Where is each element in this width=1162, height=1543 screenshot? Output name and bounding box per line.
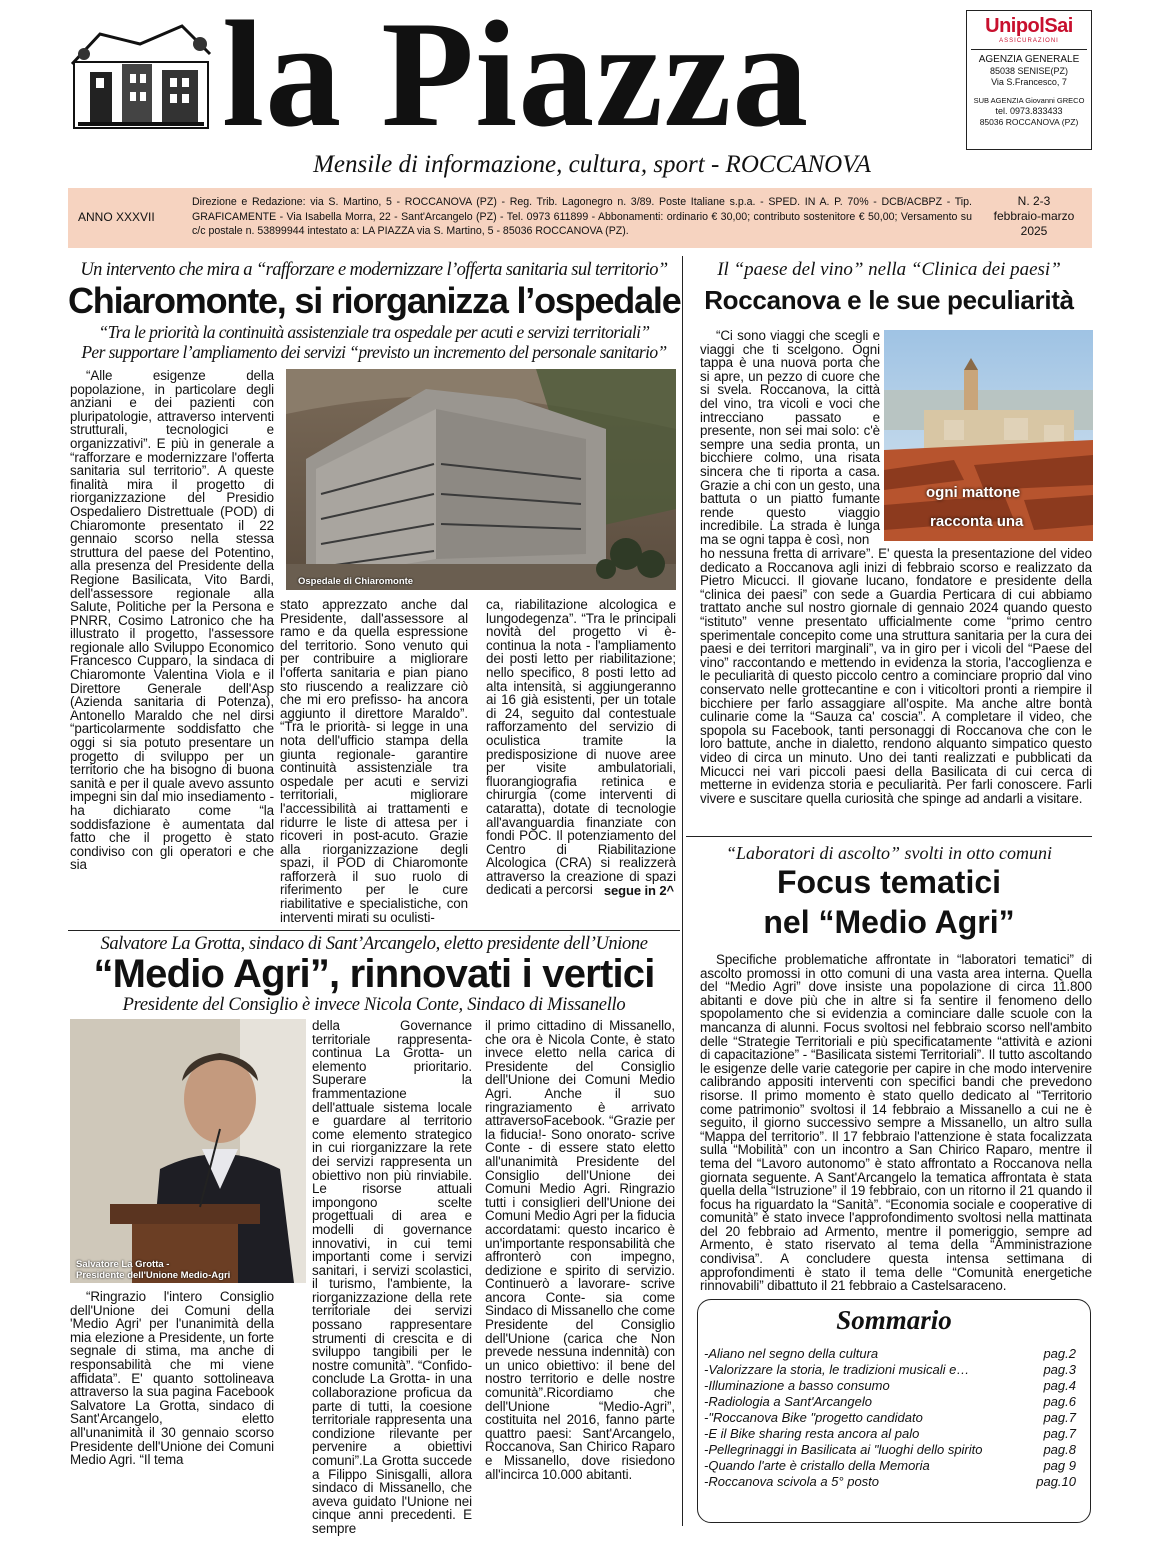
roccanova-photo-text1: ogni mattone [926, 484, 1021, 501]
article1-col2 [280, 598, 468, 924]
article1-headline: Chiaromonte, si riorganizza l’ospedale [68, 280, 681, 321]
article4-headline: “Medio Agri”, rinnovati i vertici [93, 952, 655, 996]
article1-deck1: “Tra le priorità la continuità assistenziale tra ospedale per acuti e servizi territoriali” [98, 322, 650, 342]
article3-body [700, 953, 1092, 1293]
sponsor-line5: tel. 0973.833433 [995, 106, 1063, 116]
column-divider-main [682, 256, 683, 1526]
sommario-item[interactable]: -Roccanova scivola a 5° posto pag.10 [704, 1474, 1076, 1489]
article4-col3-text: il primo cittadino di Missanello, che ora è Nicola Conte, è stato invece eletto nella carica di Presidente del Consiglio dell'Unione dei Comuni Medio Agri. Anche il suo ringraziamento è arrivato attraversoFacebook. “Grazie per la fiducia!- Sono onorato- scrive Conte - di essere stato eletto all'unanimità Presidente del Consiglio dell'Unione dei Comuni Medio Agri. Ringrazio tutti i consiglieri dell'Unione dei Comuni Medio Agri per la fiducia accordatami: questo incarico è un'importante responsabilità che affronterò con impegno, dedizione e spirito di servizio. Continuerò a lavorare- scrive ancora Conte- sia come Sindaco di Missanello che come Presidente del Consiglio dell'Unione (carica che Non prevede nessuna indennità) con un unico obiettivo: il bene del nostro territorio e delle nostre comunità”.Ricordiamo che dell'Unione “Medio-Agri”, costituita nel 2016, fanno parte quattro paesi: Sant'Arcangelo, Roccanova, San Chirico Raparo e Missanello, dove risiedono all'incirca 10.000 abitanti. [485, 1018, 675, 1482]
info-bar-text: Direzione e Redazione: via S. Martino, 5 - ROCCANOVA (PZ) - Reg. Trib. Lagonegro n. 3/89. Poste Italiane s.p.a. - SPED. IN A. P. 70% - DCB/ACBPZ - Tip. GRAFICAMENTE - Via Isabella Morra, 22 - Sant'Arcangelo (PZ) - Tel. 0973 611899 - Abbonamenti: ordinario € 30,00; contributo sostenitore € 50,00; Versamento su c/c postale n. 53899944 intestato a: LA PIAZZA via S. Martino, 5 - 85036 ROCCANOVA (PZ). [192, 196, 972, 237]
article3-headline2: nel “Medio Agri” [763, 904, 1015, 940]
issue-months: febbraio-marzo [993, 209, 1075, 223]
article3-body-text: Specifiche problematiche affrontate in “laboratori tematici” di ascolto promossi in otto comuni di una vasta area interna. Quella del “Medio Agri” dove insiste una popolazione di circa 11.800 abitanti e dove più che in altre si fa sentire il fenomeno dello spopolamento che si evidenzia a cominciare dalle scuole con la mancanza di alunni. Focus svoltosi nel febbraio scorso nell'ambito delle “Strategie Territoriali e più specificatamente “attività e azioni di capacitazione” - “Basilicata sistemi Territoriali”. Il tutto ascoltando le esigenze delle varie categorie per capire in che modo intervenire calibrando appositi interventi con specifici bandi che prevedono risorse. Il primo momento è stato quello dedicato al “Territorio come patrimonio” svoltosi il 14 febbraio a Missanello a cui ne è seguito, il giorno successivo sempre a Missanello, un altro sulla “Mappa del territorio”. Il 17 febbraio l'attenzione è stata focalizzata sulla “Mobilità” con un incontro a San Chirico Raparo, mentre il tema del “Lavoro autonomo” è stato affrontato a Roccanova nella giornata seguente. A Sant'Arcangelo la tematica affrontata è stata quella della “Istruzione” il 19 febbraio, con un ritorno il 21 quando il focus ha riguardato la “Sanità”. “Economia sociale e cooperative di comunità” è stato invece l'approfondimento svoltosi nella mattinata del 20 febbraio ad Armento, mentre il pomeriggio, sempre ad Armento, è stato riservato al tema della “Amministrazione condivisa”. A concludere questa intensa settimana di approfondimenti è stato il tema delle “Comunità energetiche rinnovabili” dibattuto il 21 febbraio a Castelsaraceno. [700, 952, 1092, 1294]
article4-kicker: Salvatore La Grotta, sindaco di Sant’Arcangelo, eletto presidente dell’Unione [100, 934, 648, 954]
sommario-item[interactable]: -Pellegrinaggi in Basilicata ai "luoghi dello spirito pag.8 [704, 1442, 1076, 1457]
sponsor-line2: 85038 SENISE(PZ) [989, 66, 1069, 76]
sommario-item[interactable]: -Aliano nel segno della cultura pag.2 [704, 1346, 1076, 1361]
article3-headline1: Focus tematici [776, 864, 1002, 900]
article1-col1-text: “Alle esigenze della popolazione, in particolare degli anziani e dei pazienti con pluripatologie, attraverso interventi strutturali, tecnologici e organizzativi”. E più in generale a “rafforzare e modernizzare l'offerta sanitaria sul territorio”. A queste finalità mira il progetto di riorganizzazione del Presidio Ospedaliero Distrettuale (POD) di Chiaromonte presentato il 22 gennaio scorso nella stessa struttura del paese del Potentino, alla presenza del Presidente della Regione Basilicata, Vito Bardi, dell'assessore regionale alla Salute, Politiche per la Persona e PNRR, Cosimo Latronico che ha illustrato il progetto, l'assessore regionale allo Sviluppo Economico Francesco Cupparo, la sindaca di Chiaromonte Valentina Viola e il Direttore Generale dell'Asp (Azienda sanitaria di Potenza), Antonello Maraldo che nel dirsi “particolarmente soddisfatto che oggi si sia potuto presentare un progetto di sviluppo per un territorio che ha bisogno di buona sanità e per il quale avevo assunto impegni sin dal mio insediamento - ha dichiarato come “la soddisfazione è aumentata dal fatto che il progetto è stato condiviso con gli operatori e che sia [70, 368, 274, 873]
section-divider-left [68, 930, 680, 931]
info-bar-year: ANNO XXXVII [78, 210, 155, 224]
article1-col3 [486, 598, 676, 897]
sponsor-line1: AGENZIA GENERALE [978, 54, 1080, 65]
sponsor-brand: UnipolSai [985, 15, 1073, 37]
sommario-item[interactable]: -Valorizzare la storia, le tradizioni musicali e… pag.3 [704, 1362, 1076, 1377]
sponsor-line6: 85036 ROCCANOVA (PZ) [979, 117, 1079, 127]
issue-number: N. 2-3 [1017, 194, 1051, 208]
article1-kicker: Un intervento che mira a “rafforzare e modernizzare l’offerta sanitaria sul territorio” [80, 260, 668, 280]
sommario-item[interactable]: -"Roccanova Bike "progetto candidato pag.7 [704, 1410, 1076, 1425]
sponsor-box [966, 10, 1092, 150]
article1-col1 [70, 369, 274, 872]
article2-col-top-text: “Ci sono viaggi che scegli e viaggi che ti scelgono. Ogni tappa è una nuova porta che si apre, un pezzo di cuore che si svela. Roccanova, la città del vino, tra vicoli e voci che intrecciano passato e presente, non sei mai solo: c'è sempre una sedia pronta, un bicchiere colmo, una risata sincera che ti riporta a casa. Grazie a chi con un gesto, una battuta o un piatto fumante rende questo viaggio incredibile. La strada è lunga ma se ogni tappa è così, non [700, 328, 880, 547]
masthead-title: la Piazza [222, 0, 810, 158]
article4-col1 [70, 1290, 274, 1467]
article4-deck: Presidente del Consiglio è invece Nicola Conte, Sindaco di Missanello [122, 995, 626, 1015]
hospital-photo-caption: Ospedale di Chiaromonte [298, 576, 414, 587]
article2-col-top [700, 329, 880, 547]
article2-kicker: Il “paese del vino” nella “Clinica dei paesi” [717, 259, 1061, 280]
article1-continues: segue in 2^ [600, 884, 674, 898]
sommario-item[interactable]: -Illuminazione a basso consumo pag.4 [704, 1378, 1076, 1393]
article2-col-full-text: ho nessuna fretta di arrivare”. E' questa la presentazione del video dedicato a Roccanova agli inizi di febbraio scorso e realizzato da Pietro Micucci. Il giovane lucano, fondatore e presidente della “clinica dei paesi” con sede a Guardia Perticara di cui abbiamo trattato anche sul nostro giornale di gennaio 2024 quando questo “istituto” venne presentato ufficialmente come “primo centro sperimentale concepito come una struttura sanitaria per la cura dei paesi e dei territori marginali”, va in giro per i vicoli del “Paese del vino” raccontando e mettendo in evidenza la storia, l'accoglienza e le peculiarità di questo piccolo centro a cominciare proprio dal vino conservato nelle grottecantine e con i viticoltori pronti a riempire il bicchiere per farlo assaggiare all'ospite. Ma anche altre bontà culinarie come la “Sauza ca' coscia”. A completare il video, che spopola su Facebook, tanti personaggi di Roccanova che con le loro battute, anche in dialetto, rendono alquanto simpatico questo video di circa un minuto. Uno dei tanti realizzati e pubblicati da Micucci nei vari piccoli paesi della Basilicata di cui cerca di metterne in evidenza storia e peculiarità. Per farli conoscere. Farli vivere e suscitare quella curiosità che spinge ad andarli a visitare. [700, 546, 1092, 806]
sommario-title: Sommario [836, 1305, 952, 1335]
sommario-item[interactable]: -Quando l'arte è cristallo della Memoria pag 9 [704, 1458, 1076, 1473]
article4-col1-text: “Ringrazio l'intero Consiglio dell'Unione dei Comuni della 'Medio Agri' per l'unanimità della mia elezione a Presidente, un forte segnale di stima, ma anche di responsabilità che mi viene affidata”. E' quanto sottolineava attraverso la sua pagina Facebook Salvatore La Grotta, sindaco di Sant'Arcangelo, eletto all'unanimità il 30 gennaio scorso Presidente dell'Unione dei Comuni Medio Agri. “Il tema [70, 1289, 274, 1468]
article3-kicker: “Laboratori di ascolto” svolti in otto comuni [725, 843, 1053, 863]
article2-headline: Roccanova e le sue peculiarità [704, 285, 1074, 315]
article1-deck2: Per supportare l’ampliamento dei servizi “previsto un incremento del personale sanitario” [81, 342, 667, 362]
masthead-logo-image [70, 14, 212, 132]
article4-col2 [312, 1019, 472, 1536]
sommario-item[interactable]: -E il Bike sharing resta ancora al palo pag.7 [704, 1426, 1076, 1441]
sommario-list [698, 1338, 1090, 1490]
article4-col2-text: della Governance territoriale rappresenta- continua La Grotta- un elemento prioritario. Superare la frammentazione dell'attuale sistema locale e guardare al territorio come elemento strategico in cui riorganizzare la rete dei servizi rappresenta un obiettivo non più rinviabile. Le risorse attuali impongono scelte progettuali di area e modelli di governance innovativi, in cui temi importanti come i servizi sanitari, i servizi scolastici, il turismo, l'ambiente, la riorganizzazione della rete territoriale dei servizi possano rappresentare strumenti di crescita e di sviluppo tangibili per le nostre comunità”. “Confido- conclude La Grotta- in una collaborazione proficua da parte di tutti, la coesione territoriale rappresenta una condizione rilevante per pervenire a obiettivi comuni”.La Grotta succede a Filippo Sinisgalli, allora sindaco di Missanello, che aveva guidato l'Unione nei cinque anni precedenti. E sempre [312, 1018, 472, 1536]
sponsor-brand-sub: ASSICURAZIONI [971, 37, 1087, 50]
president-photo-caption1: Salvatore La Grotta - [76, 1259, 170, 1270]
sponsor-line3: Via S.Francesco, 7 [991, 77, 1067, 87]
info-bar [68, 188, 1092, 248]
sponsor-line4: SUB AGENZIA Giovanni GRECO [973, 96, 1085, 105]
roccanova-photo [884, 330, 1093, 541]
masthead-subtitle: Mensile di informazione, cultura, sport - ROCCANOVA [313, 151, 871, 178]
issue-year: 2025 [1020, 224, 1048, 238]
president-photo-caption2: Presidente dell'Unione Medio-Agri [76, 1270, 231, 1281]
sommario-box [697, 1299, 1091, 1523]
article4-col3 [485, 1019, 675, 1481]
president-photo [70, 1019, 306, 1283]
article1-col2-text: stato apprezzato anche dal Presidente, dall'assessore al ramo e da quella espressione del territorio. Sono venuto qui per contribuire a migliorare l'offerta sanitaria e pian piano sto riuscendo a realizzare ciò che mi ero prefisso- ha ancora aggiunto il direttore Maraldo”. “Tra le priorità- si legge in una nota dell'ufficio stampa della giunta regionale- garantire continuità assistenziale tra ospedale per acuti e servizi territoriali, migliorare l'accessibilità ai trattamenti e ridurre le liste di attesa per i ricoveri in post-acuto. Grazie alla riorganizzazione degli spazi, il POD di Chiaromonte rafforzerà il suo ruolo di riferimento per le cure riabilitative e specialistiche, con interventi mirati su oculisti- [280, 597, 468, 925]
roccanova-photo-text2: racconta una [930, 513, 1024, 530]
section-divider-right [686, 836, 1092, 837]
sommario-item[interactable]: -Radiologia a Sant'Arcangelo pag.6 [704, 1394, 1076, 1409]
article2-col-full [700, 547, 1092, 805]
hospital-photo [286, 369, 676, 590]
article1-col3-text: ca, riabilitazione alcologica e lungodegenza”. “Tra le principali novità del progetto vi è- continua la nota - l'ampliamento dei posti letto per riabilitazione; nello specifico, 8 posti letto ad alta intensità, si aggiungeranno ai 16 già esistenti, per un totale di 24, seguito dal contestuale rafforzamento del servizio di oculistica tramite la predisposizione di nuove aree per visite ambulatoriali, fluorangiografia retinica e chirurgia (come interventi di cataratta), dotate di tecnologie all'avanguardia finanziate con fondi POC. Il potenziamento del Centro di Riabilitazione Alcologica (CRA) si realizzerà attraverso la creazione di spazi dedicati a percorsi [486, 597, 676, 898]
